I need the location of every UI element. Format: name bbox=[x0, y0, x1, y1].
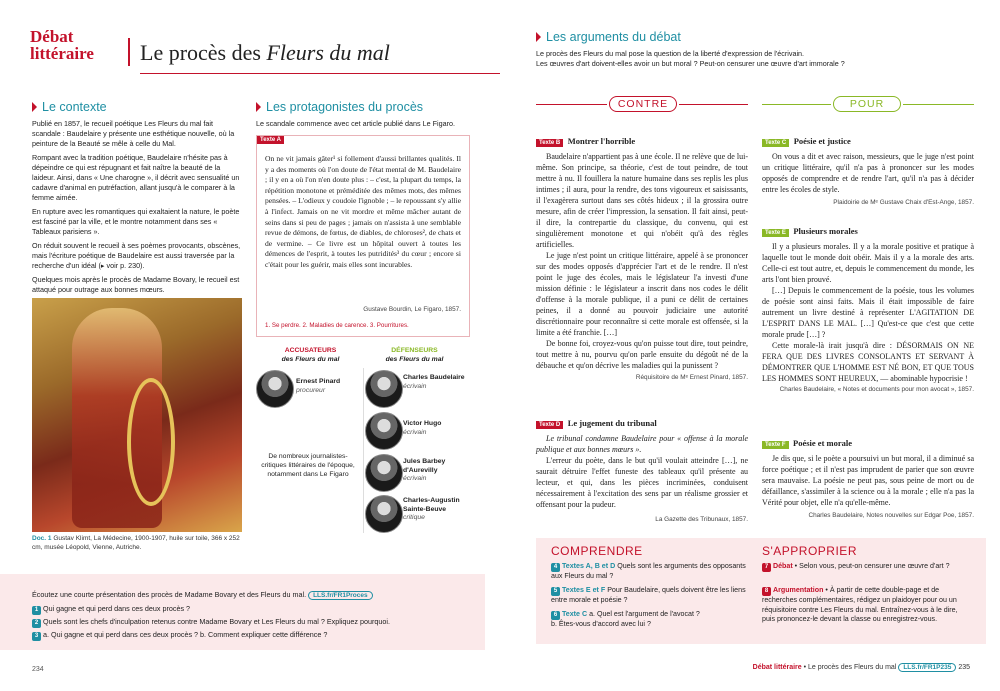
footer-link[interactable]: LLS.fr/FR1P235 bbox=[898, 663, 956, 672]
texte-c: Texte C Poésie et justice On vous a dit et avec raison, messieurs, que le juge n'est point un critique littéraire, qu'il n'a pas à prononcer sur les modes opposés de comprendre et de rendre l'art, qu'il n'a pas à décider entre les écoles de style. Plaidoirie de Mᵉ Gustave Chaix d'Est-Ange, 1857. bbox=[762, 131, 974, 206]
defenseurs-header: DÉFENSEURS des Fleurs du mal bbox=[385, 347, 444, 363]
column-divider bbox=[363, 368, 364, 533]
audio-q2: 2 Quels sont les chefs d'inculpation retenus contre Madame Bovary et Les Fleurs du mal ? Expliquez pourquoi. bbox=[32, 617, 390, 628]
sapproprier-q7: 7 Débat • Selon vous, peut-on censurer une œuvre d'art ? bbox=[762, 562, 972, 572]
question-number-1: 1 bbox=[32, 606, 41, 615]
triangle-icon bbox=[536, 32, 541, 42]
klimt-painting bbox=[32, 298, 242, 532]
texte-f-header: Texte F Poésie et morale bbox=[762, 433, 974, 451]
defenseur-barbey: Jules Barbey d'Aurevilly écrivain bbox=[403, 458, 446, 482]
texte-b-header: Texte B Montrer l'horrible bbox=[536, 131, 748, 149]
texte-a-text: On ne vit jamais gâter¹ si follement d'aussi brillantes qualités. Il y a des moments où l'on doute de l'état mental de M. Baudelaire ; il y en a où l'on n'en doute plus : – c'est, la plupart du temps, la répétition monotone et préméditée des mêmes mots, des mêmes pensées. – L'odieux y coudoie l'ignoble ; – le repoussant s'y allie à l'infect. Jamais on ne vit mordre et même mâcher autant de seins dans si peu de pages ; jamais on n'assista à une semblable revue de démons, de fœtus, de diables, de chloroses², de chats et de vermine. – Ce livre est un hôpital ouvert à toutes les démences de l'esprit, à toutes les putridités³ du cœur ; encore si c'était pour les guérir, mais elles sont incurables. bbox=[265, 154, 462, 269]
title-divider bbox=[128, 38, 130, 66]
texte-a-notes: 1. Se perdre. 2. Maladies de carence. 3. Pourritures. bbox=[265, 322, 409, 329]
texte-d: Texte D Le jugement du tribunal Le tribunal condamne Baudelaire pour « offense à la morale publique et aux bonnes mœurs ». L'erreur du poète, dans le but qu'il voulait atteindre […], ne saurait détruire l'effet funeste des tableaux qu'il présente au lecteur, et qui, dans les pièces incriminées, conduisent nécessairement à l'excitation des sens par un réalisme grossier et offensant pour la pudeur. La Gazette des Tribunaux, 1857. bbox=[536, 413, 748, 523]
audio-q1: 1 Qui gagne et qui perd dans ces deux procès ? bbox=[32, 604, 190, 615]
accusateurs-header: ACCUSATEURS des Fleurs du mal bbox=[281, 347, 340, 363]
activities-box bbox=[536, 538, 986, 644]
texte-a-source: Gustave Bourdin, Le Figaro, 1857. bbox=[363, 306, 461, 313]
contexte-text: Publié en 1857, le recueil poétique Les Fleurs du mal fait scandale : Baudelaire y présente une esthétique nouvelle, où la peinture de la Beauté se mêle à celle du Mal. Rompant avec la tradition poétique, Baudelaire n'hésite pas à dépeindre ce qui est répugnant et fait naître la beauté de la laideur. Ainsi, dans « Une charogne », il décrit avec sensualité un cadavre d'animal en putréfaction, allant jusqu'à le comparer à la femme aimée. En rupture avec les romantiques qui exaltaient la nature, le poète est fasciné par la ville, et le montre notamment dans ses « Tableaux parisiens ». On réduit souvent le recueil à ses poèmes provocants, obscènes, mais l'écriture poétique de Baudelaire est aussi traversée par la recherche d'un idéal (▸ voir p. 230). Quelques mois après le procès de Madame Bovary, le recueil est attaqué pour outrage aux bonnes mœurs. bbox=[32, 119, 241, 294]
comprendre-q4: 4 Textes A, B et D Quels sont les arguments des opposants aux Fleurs du mal ? bbox=[551, 562, 746, 580]
texte-d-header: Texte D Le jugement du tribunal bbox=[536, 413, 748, 431]
portrait-sainte-beuve bbox=[365, 495, 403, 533]
doc-caption: Doc. 1 Gustav Klimt, La Médecine, 1900-1907, huile sur toile, 366 x 252 cm, musée Léopold, Vienne, Autriche. bbox=[32, 535, 240, 551]
audio-box bbox=[0, 574, 485, 650]
arguments-text: Le procès des Fleurs du mal pose la question de la liberté d'expression de l'écrivain. Les œuvres d'art doivent-elles avoir un but moral ? Peut-on censurer une œuvre d'art immorale ? bbox=[536, 49, 845, 68]
page-number-right: 235 bbox=[958, 664, 970, 671]
audio-q3: 3 a. Qui gagne et qui perd dans ces deux procès ? b. Comment expliquer cette différence ? bbox=[32, 630, 327, 641]
triangle-icon bbox=[32, 102, 37, 112]
texte-e-header: Texte E Plusieurs morales bbox=[762, 221, 974, 239]
texte-c-header: Texte C Poésie et justice bbox=[762, 131, 974, 149]
texte-f: Texte F Poésie et morale Je dis que, si le poète a poursuivi un but moral, il a diminué sa force poétique ; et il n'est pas imprudent de parier que son œuvre sera mauvaise. La poésie ne peut pas, sous peine de mort ou de défaillance, s'assimiler à la science ou à la morale ; elle n'a pas la Vérité pour objet, elle n'a qu'elle-même. Charles Baudelaire, Notes nouvelles sur Edgar Poe, 1857. bbox=[762, 433, 974, 519]
journalistes-text: De nombreux journalistes-critiques littéraires de l'époque, notamment dans Le Figaro bbox=[261, 453, 355, 478]
defenseur-victor-hugo: Victor Hugo écrivain bbox=[403, 420, 442, 436]
contre-line-right bbox=[679, 104, 748, 105]
triangle-icon bbox=[256, 102, 261, 112]
texte-e: Texte E Plusieurs morales Il y a plusieurs morales. Il y a la morale positive et pratique à laquelle tout le monde doit obéir. Mais il y a la morale des arts. Celle-ci est tout autre, et, depuis le commencement du monde, les arts l'ont bien prouvé. […] Depuis le commencement de la poésie, tous les volumes de poésie sont ainsi faits. Mais il était impossible de faire autrement un livre destiné à représenter L'AGITATION DE L'ESPRIT DANS LE MAL. […] Qu'est-ce que c'est que cette morale prude […] ? Cette morale-là irait jusqu'à dire : DÉSORMAIS ON NE FERA QUE DES LIVRES CONSOLANTS ET SERVANT À DÉMONTRER QUE L'HOMME EST NÉ BON, ET QUE TOUS LES HOMMES SONT HEUREUX, — abominable hypocrisie ! Charles Baudelaire, « Notes et documents pour mon avocat », 1857. bbox=[762, 221, 974, 393]
footer-right: Débat littéraire • Le procès des Fleurs du mal LLS.fr/FR1P235 235 bbox=[752, 664, 970, 671]
painting-snake bbox=[127, 378, 175, 506]
page-number-left: 234 bbox=[32, 666, 44, 673]
texte-b: Texte B Montrer l'horrible Baudelaire n'appartient pas à une école. Il ne relève que de lui-même. Son principe, sa théorie, c'est de tout peindre, de tout mettre à nu. Il fouillera la nature humaine dans ses replis les plus intimes ; il aura, pour la rendre, des tons vigoureux et saisissants, il l'exagèrera surtout dans ses côtés hideux ; il la grossira outre mesure, afin de créer l'impression, la sensation. Il fait ainsi, peut-il dire, la contrepartie du classique, du convenu, qui est singulièrement monotone et qui n'obéit qu'à des règles artificielles. Le juge n'est point un critique littéraire, appelé à se prononcer sur des modes opposés d'apprécier l'art et de le rendre. Il n'est point le juge des écoles, mais le législateur l'a investi d'une mission définie : le législateur a inscrit dans nos codes le délit d'offense à la morale publique, il a puni ce délit de certaines peines, il a donné au pouvoir judiciaire une autorité discrétionnaire pour reconnaître si cette morale est offensée, si la limite a été franchie. […] De bonne foi, croyez-vous qu'on puisse tout dire, tout peindre, tout mettre à nu, pourvu qu'on parle ensuite du dégoût né de la débauche et qu'on décrive les maladies qui la punissent ? Réquisitoire de Mᵉ Ernest Pinard, 1857. bbox=[536, 131, 748, 381]
accusateur-ernest-pinard: Ernest Pinard procureur bbox=[296, 378, 341, 394]
comprendre-q6: 6 Texte C a. Quel est l'argument de l'avocat ? b. Êtes-vous d'accord avec lui ? bbox=[551, 610, 700, 628]
sapproprier-q8: 8 Argumentation • À partir de cette double-page et de recherches complémentaires, rédigez un plaidoyer pour ou un réquisitoire contre Les Fleurs du mal. Entraînez-vous à le dire, puis prononcez-le devant la classe ou enregistrez-vous. bbox=[762, 586, 958, 623]
sapproprier-heading: S'APPROPRIER bbox=[762, 544, 857, 558]
contre-line bbox=[536, 104, 607, 105]
section-tag: Débat littéraire bbox=[30, 27, 94, 63]
arguments-heading: Les arguments du débat bbox=[536, 30, 681, 44]
comprendre-heading: COMPRENDRE bbox=[551, 544, 643, 558]
audio-intro: Écoutez une courte présentation des procès de Madame Bovary et des Fleurs du mal. LLS.fr/FR1Proces bbox=[32, 590, 373, 600]
title-underline bbox=[140, 73, 500, 74]
defenseur-baudelaire: Charles Baudelaire écrivain bbox=[403, 374, 465, 390]
pour-line-right bbox=[903, 104, 974, 105]
texte-a-box bbox=[256, 135, 470, 337]
pour-line bbox=[762, 104, 831, 105]
comprendre-q5: 5 Textes E et F Pour Baudelaire, quels doivent être les liens entre morale et poésie ? bbox=[551, 586, 746, 604]
pour-label: POUR bbox=[833, 96, 901, 112]
audio-link[interactable]: LLS.fr/FR1Proces bbox=[308, 591, 373, 600]
portrait-victor-hugo bbox=[365, 412, 403, 450]
right-page bbox=[500, 0, 1000, 691]
question-number-2: 2 bbox=[32, 619, 41, 628]
defenseur-sainte-beuve: Charles-Augustin Sainte-Beuve critique bbox=[403, 497, 460, 521]
texte-a-label: Texte A bbox=[257, 136, 284, 144]
portrait-ernest-pinard bbox=[256, 370, 294, 408]
portrait-barbey bbox=[365, 454, 403, 492]
protagonistes-intro: Le scandale commence avec cet article publié dans Le Figaro. bbox=[256, 119, 455, 128]
question-number-3: 3 bbox=[32, 632, 41, 641]
contre-label: CONTRE bbox=[609, 96, 677, 112]
protagonistes-heading: Les protagonistes du procès bbox=[256, 100, 423, 114]
contexte-heading: Le contexte bbox=[32, 100, 107, 114]
portrait-baudelaire bbox=[365, 370, 403, 408]
page-title: Le procès des Fleurs du mal bbox=[140, 40, 390, 65]
